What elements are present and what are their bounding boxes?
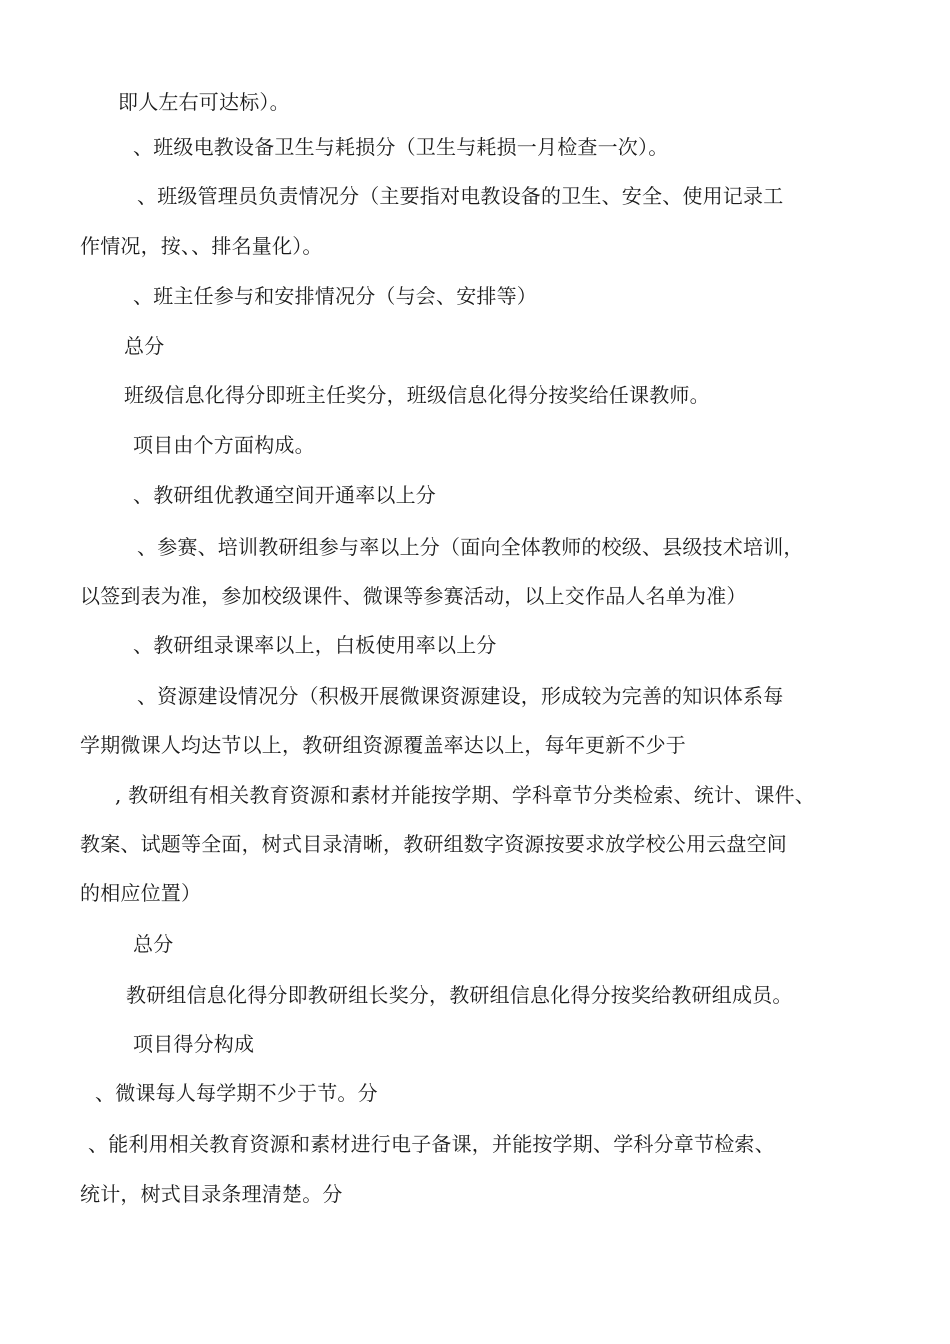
text-line: 总分: [124, 334, 165, 358]
text-line: 的相应位置）: [80, 881, 202, 905]
text-line: 、班级管理员负责情况分（主要指对电教设备的卫生、安全、使用记录工: [137, 184, 784, 208]
text-line: 、微课每人每学期不少于节。分: [95, 1081, 378, 1105]
text-line: 总分: [133, 932, 174, 956]
text-line: 学期微课人均达节以上，教研组资源覆盖率达以上，每年更新不少于: [80, 733, 686, 757]
text-line: 教案、试题等全面，树式目录清晰，教研组数字资源按要求放学校公用云盘空间: [80, 832, 787, 856]
text-line: 、班级电教设备卫生与耗损分（卫生与耗损一月检查一次）。: [133, 135, 669, 159]
text-line: 项目得分构成: [133, 1032, 255, 1056]
text-line: 班级信息化得分即班主任奖分，班级信息化得分按奖给任课教师。: [124, 383, 710, 407]
text-line: 统计，树式目录条理清楚。分: [80, 1182, 343, 1206]
text-line: 、教研组优教通空间开通率以上分: [133, 483, 436, 507]
text-line: 教研组信息化得分即教研组长奖分，教研组信息化得分按奖给教研组成员。: [126, 983, 793, 1007]
text-line: 、班主任参与和安排情况分（与会、安排等）: [133, 284, 537, 308]
text-line: , 教研组有相关教育资源和素材并能按学期、学科章节分类检索、统计、课件、: [115, 783, 815, 807]
text-line: 、能利用相关教育资源和素材进行电子备课，并能按学期、学科分章节检索、: [88, 1132, 775, 1156]
text-line: 、教研组录课率以上，白板使用率以上分: [133, 633, 497, 657]
text-line: 项目由个方面构成。: [133, 433, 315, 457]
text-line: 作情况，按、、排名量化）。: [80, 234, 323, 258]
text-line: 即人左右可达标）。: [118, 90, 290, 114]
text-line: 、资源建设情况分（积极开展微课资源建设，形成较为完善的知识体系每: [137, 684, 784, 708]
text-line: 以签到表为准，参加校级课件、微课等参赛活动，以上交作品人名单为准）: [80, 584, 747, 608]
text-line: 、参赛、培训教研组参与率以上分（面向全体教师的校级、县级技术培训，: [137, 535, 804, 559]
